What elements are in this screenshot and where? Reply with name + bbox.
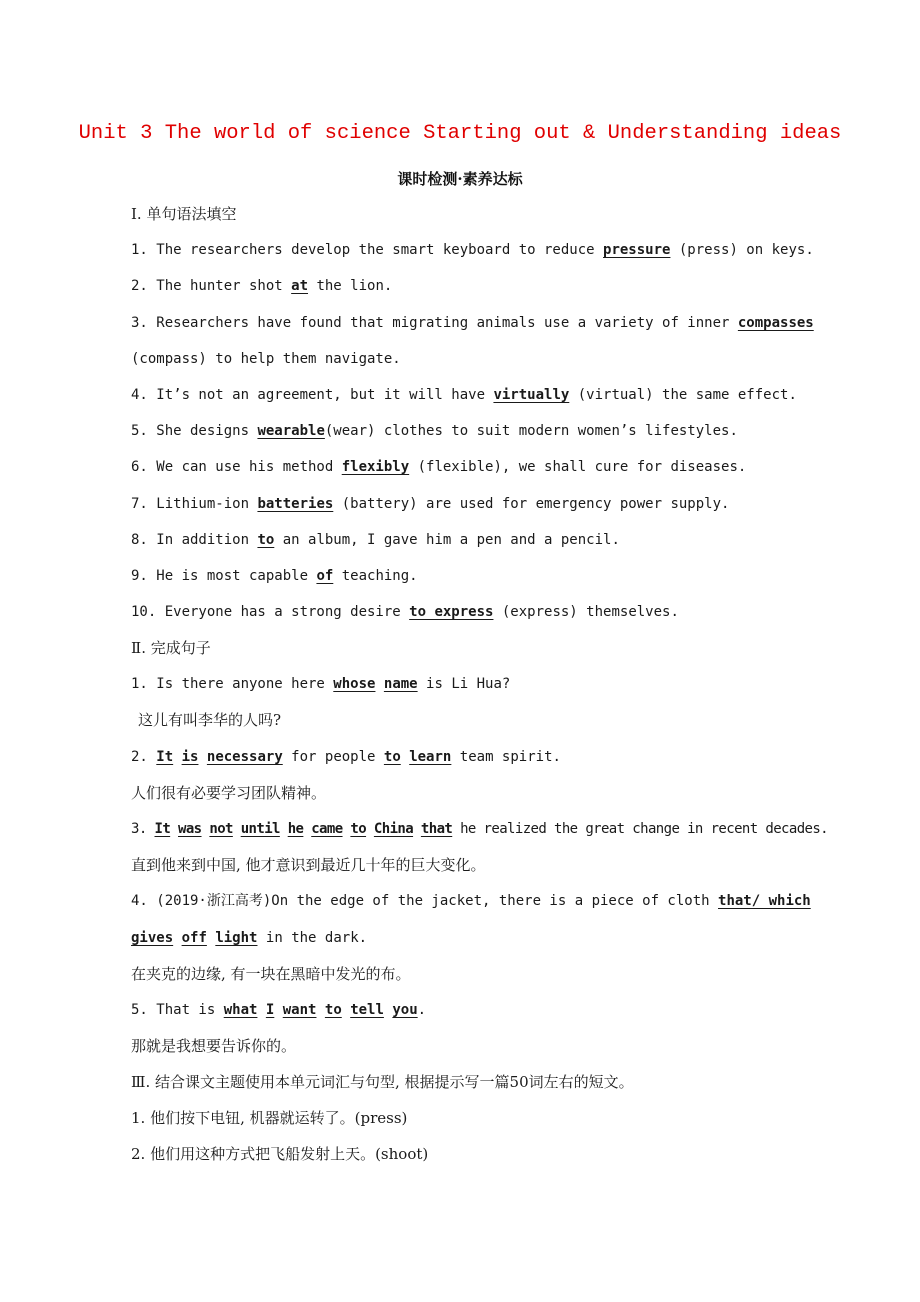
answer: necessary (206, 749, 283, 765)
answer: that (420, 821, 453, 837)
answer: learn (409, 749, 452, 765)
answer: gives (131, 930, 174, 946)
exercise-item: 4. (2019·浙江高考)On the edge of the jacket, there is a piece of cloth that/ which (131, 893, 811, 909)
document-title: Unit 3 The world of science Starting out & Understanding ideas (78, 122, 842, 145)
section-2-heading: Ⅱ. 完成句子 (131, 639, 211, 657)
exercise-item: 7. Lithium-ion batteries (battery) are used for emergency power supply. (131, 496, 730, 512)
answer: It (156, 749, 174, 765)
answer: is (181, 749, 199, 765)
answer: wearable (257, 423, 325, 439)
exercise-item: 3. It was not until he came to China that he realized the great change in recent decades. (131, 821, 829, 837)
answer: want (282, 1002, 317, 1018)
answer: It (154, 821, 171, 837)
answer: off (181, 930, 207, 946)
translation: 人们很有必要学习团队精神。 (131, 784, 327, 802)
exercise-item-continued: gives off light in the dark. (131, 930, 368, 946)
answer: batteries (257, 496, 334, 512)
translation: 那就是我想要告诉你的。 (131, 1037, 297, 1055)
answer: China (373, 821, 414, 837)
exercise-item: 1. The researchers develop the smart keyboard to reduce pressure (press) on keys. (131, 242, 814, 258)
answer: at (291, 278, 309, 294)
exercise-item: 3. Researchers have found that migrating animals use a variety of inner compasses (131, 315, 814, 331)
exercise-item: 10. Everyone has a strong desire to express (express) themselves. (131, 604, 679, 620)
answer: to (350, 821, 367, 837)
answer: to (383, 749, 401, 765)
exercise-item: 4. It’s not an agreement, but it will have virtually (virtual) the same effect. (131, 387, 797, 403)
answer: not (209, 821, 233, 837)
exercise-item: 8. In addition to an album, I gave him a pen and a pencil. (131, 532, 620, 548)
exercise-item: 5. That is what I want to tell you. (131, 1002, 427, 1018)
answer: compasses (737, 315, 814, 331)
answer: was (178, 821, 202, 837)
document-subtitle: 课时检测·素养达标 (397, 170, 523, 188)
answer: to express (409, 604, 494, 620)
answer: came (311, 821, 343, 837)
answer: I (265, 1002, 275, 1018)
exercise-item: 2. It is necessary for people to learn team spirit. (131, 749, 561, 765)
translation: 直到他来到中国, 他才意识到最近几十年的巨大变化。 (131, 856, 486, 874)
answer: to (257, 532, 275, 548)
section-3-heading: Ⅲ. 结合课文主题使用本单元词汇与句型, 根据提示写一篇50词左右的短文。 (131, 1073, 634, 1091)
answer: until (240, 821, 280, 837)
exercise-item: 5. She designs wearable(wear) clothes to suit modern women’s lifestyles. (131, 423, 738, 439)
exercise-item: 1. Is there anyone here whose name is Li Hua? (131, 676, 511, 692)
answer: of (316, 568, 334, 584)
translation: 这儿有叫李华的人吗? (138, 711, 282, 729)
answer: to (324, 1002, 342, 1018)
answer: pressure (603, 242, 671, 258)
answer: what (223, 1002, 258, 1018)
writing-prompt: 1. 他们按下电钮, 机器就运转了。(press) (131, 1109, 408, 1127)
translation: 在夹克的边缘, 有一块在黑暗中发光的布。 (131, 965, 411, 983)
exercise-item: 2. The hunter shot at the lion. (131, 278, 393, 294)
section-1-heading: Ⅰ. 单句语法填空 (131, 205, 237, 223)
answer: whose (333, 676, 376, 692)
answer: flexibly (341, 459, 410, 475)
answer: name (383, 676, 418, 692)
exercise-item: 6. We can use his method flexibly (flexible), we shall cure for diseases. (131, 459, 747, 475)
answer: tell (350, 1002, 384, 1018)
answer: you (392, 1002, 418, 1018)
answer: virtually (493, 387, 570, 403)
answer: he (287, 821, 304, 837)
answer: that/ which (718, 893, 811, 909)
exercise-item: 9. He is most capable of teaching. (131, 568, 418, 584)
exercise-item-continued: (compass) to help them navigate. (131, 351, 401, 367)
writing-prompt: 2. 他们用这种方式把飞船发射上天。(shoot) (131, 1145, 429, 1163)
answer: light (215, 930, 258, 946)
